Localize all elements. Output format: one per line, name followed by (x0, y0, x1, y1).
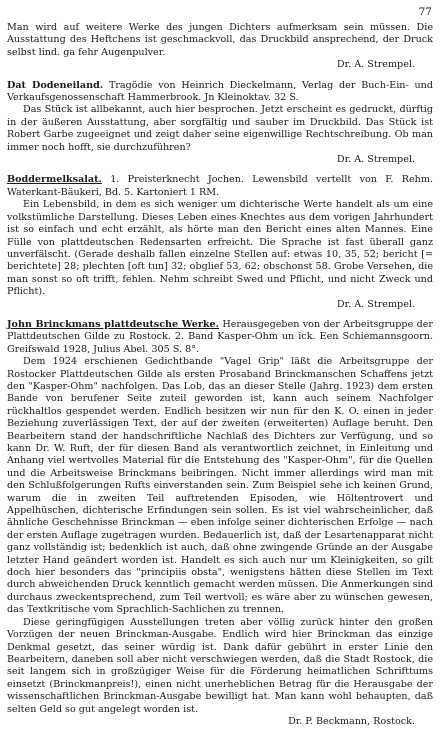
review-3 (7, 319, 433, 728)
review-2-title: Boddermelksalat. (7, 174, 102, 186)
review-3-title: John Brinckmans plattdeutsche Werke. (7, 318, 219, 330)
review-2-body: Ein Lebensbild, in dem es sich weniger um dichterische Werte handelt als um eine volkstümliche Darstellung. Dieses Leben eines Knechtes aus dem vorigen Jahrhundert ist so einfach und echt erzählt, als hörte man den Bericht eines alten Mannes. Eine Fülle von plattdeutschen Redensarten erfreicht. Die Sprache ist fast überall ganz unverfälscht. (Gerade deshalb fallen einzelne Stellen auf: etwas 10, 35, 52; bericht [= berichtete] 28; plechten [oft tun] 32; obglief 53, 62; obschonst 58. Grobe Versehen, die man sonst so oft trifft, fehlen. Nehm schreibt Swed und Pflicht, und nicht Zweck und Pflicht). (7, 199, 433, 298)
review-3-body-2: Diese geringfügigen Ausstellungen treten aber völlig zurück hinter den großen Vorzügen der neuen Brinckman-Ausgabe. Endlich wird hier Brinckman das einzige Denkmal gesetzt, das seiner würdig ist. Dank dafür gebührt in erster Linie den Bearbeitern, daneben soll aber nicht verschwiegen werden, daß die Stadt Rostock, die seit langem sich in großzügiger Weise für die Förderung heimatlichen Schrifttums einsetzt (Brinckmanpreis!), einen nicht unerheblichen Betrag für die Herausgabe der wissenschaftlichen Brinckman-Ausgabe bewilligt hat. Man kann wohl behaupten, daß selten Geld so gut angelegt worden ist. (7, 616, 433, 715)
review-2-signature: Dr. A. Strempel. (336, 298, 415, 310)
review-1-title: Dat Dodeneiland. (7, 79, 104, 91)
review-3-body: Dem 1924 erschienen Gedichtbande "Vagel Grip" läßt die Arbeitsgruppe der Rostocker Plattdeutschen Gilde als ersten Prosaband Brinckmanschen Schaffens jetzt den "Kasper-Ohm" nachfolgen. Das Lob, das an dieser Stelle (Jahrg. 1923) dem ersten Bande von berufener Seite zuteil geworden ist, kann auch seinem Nachfolger rückhaltlos gespendet werden. Endlich besitzen wir nun für den K. O. einen in jeder Beziehung zuverlässigen Text, der auf der zweiten (erweiterten) Auflage beruht. Den Bearbeitern stand der handschriftliche Nachlaß des Dichters zur Verfügung, und so kann Dr. W. Ruft, der für diesen Band als verantwortlich zeichnet, in Einleitung und Anhang viel wertvolles Material für die Entstehung des "Kasper-Ohm", für die Quellen und die Arbeitsweise Brinckmans beibringen. Nicht immer allerdings wird man mit den Schlußfolgerungen Rufts einverstanden sein. Zum Beispiel sehe ich keinen Grund, warum die in zweiten Teil auftretenden Episoden, wie Höltentrovert und Appelhüschen, dichterische Erfindungen sein sollen. Es ist viel wahrscheinlicher, daß ähnliche Geschehnisse Brinckman — eben infolge seiner dichterischen Erfolge — nach der ersten Auflage zugetragen wurden. Bedauerlich ist, daß der Lesartenapparat nicht ganz vollständig ist; bedenklich ist auch, daß ohne zwingende Gründe an der Ausgabe letzter Hand geändert worden ist. Handelt es sich auch nur um Kleinigkeiten, so gilt doch hier besonders das "principiis obsta", wenigstens hätten diese Stellen im Text durch abweichenden Druck kenntlich gemacht werden müssen. Die Anmerkungen sind durchaus zweckentsprechend, zum Teil wertvoll; es wäre aber zu wünschen gewesen, das Textkritische vom Sprachlich-Sachlichen zu trennen. (7, 356, 433, 616)
review-2 (7, 174, 433, 310)
review-3-signature: Dr. P. Beckmann, Rostock. (288, 715, 415, 727)
review-1-body: Das Stück ist allbekannt, auch hier besprochen. Jetzt erscheint es gedruckt, dürftig in der äußeren Ausstattung, aber sorgfältig und sauber im Druckbild. Das Stück ist Robert Garbe zugeeignet und zeigt daher seine eigenwillige Rechtschreibung. Ob man immer noch hofft, sie durchzuführen? (7, 104, 433, 153)
review-0-body: Man wird auf weitere Werke des jungen Dichters aufmerksam sein müssen. Die Ausstattung des Heftchens ist geschmackvoll, das Druckbild ansprechend, der Druck selbst lind. ga fehr Augenpulver. (7, 22, 433, 58)
text-column (7, 22, 433, 728)
review-1-citation: Tragödie von Heinrich Dieckelmann, Verlag der Buch-Ein- und Verkaufsgenossenschaft Hammerbrook. Jn Kleinoktav. 32 S. (7, 79, 433, 104)
review-0-signature: Dr. A. Strempel. (336, 59, 415, 71)
page-number: 77 (418, 6, 432, 18)
review-3-citation: Herausgegeben von der Arbeitsgruppe der Plattdeutschen Gilde zu Rostock. 2. Band Kasper-Ohm un ick. Een Schiemannsgoorn. Greifswald 1928, Julius Abel. 305 S. 8°. (7, 318, 433, 355)
review-2-citation: 1. Preisterknecht Jochen. Lewensbild vertellt von F. Rehm. Waterkant-Bäukeri, Bd. 5. Kartoniert 1 RM. (7, 174, 433, 198)
review-1 (7, 80, 433, 167)
review-1-signature: Dr. A. Strempel. (336, 154, 415, 166)
